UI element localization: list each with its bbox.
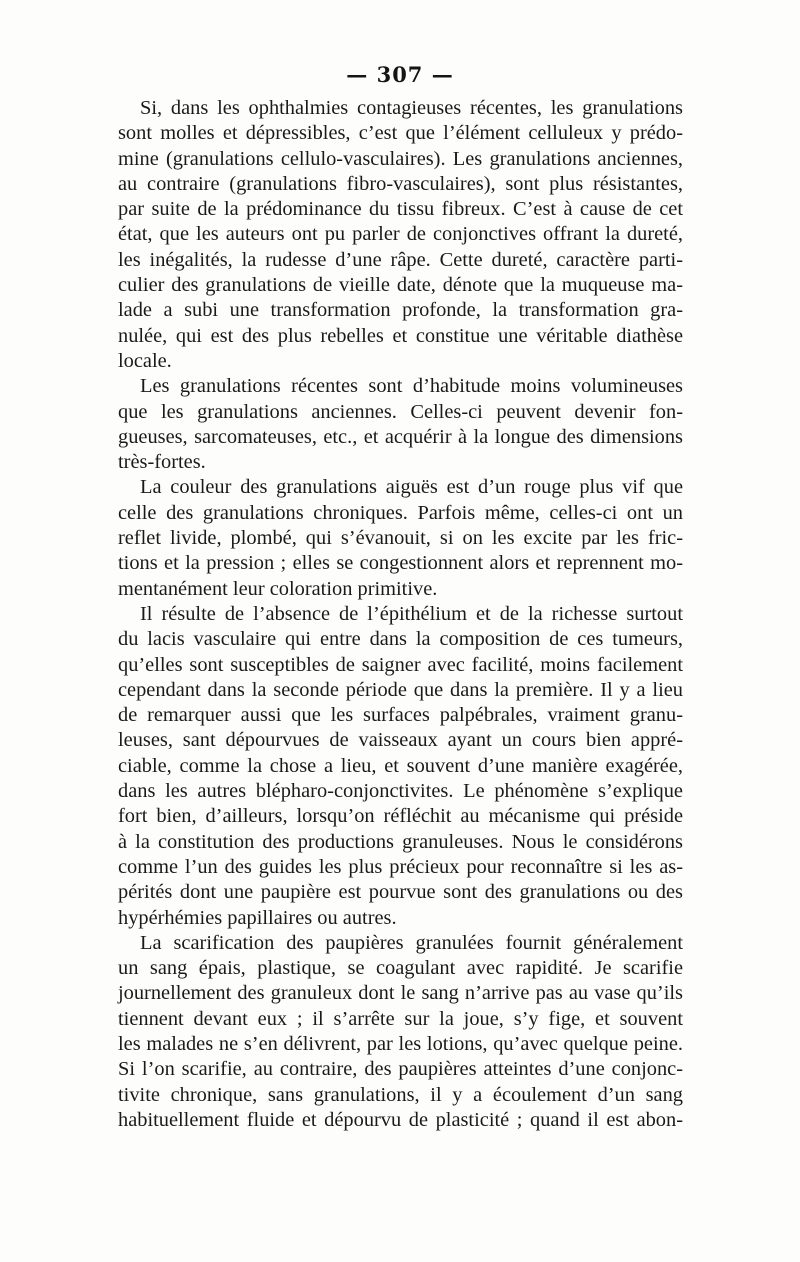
paragraph-1: [118, 96, 683, 374]
text-line: qu’elles sont susceptibles de saigner avec facilité, moins facilement: [118, 653, 683, 676]
paragraph-5: [118, 931, 683, 1133]
text-line: leuses, sant dépourvues de vaisseaux ayant un cours bien appré-: [118, 729, 683, 752]
paragraph-3: [118, 475, 683, 601]
text-line: très-fortes.: [118, 451, 206, 474]
body-text: [118, 96, 683, 1133]
text-line: La scarification des paupières granulées fournit généralement: [140, 931, 683, 954]
text-line: Si, dans les ophthalmies contagieuses récentes, les granulations: [140, 97, 683, 119]
text-line: mine (granulations cellulo-vasculaires). Les granulations anciennes,: [118, 147, 683, 170]
text-line: nulée, qui est des plus rebelles et constitue une véritable diathèse: [118, 324, 683, 347]
text-line: tiennent devant eux ; il s’arrête sur la joue, s’y fige, et souvent: [118, 1007, 683, 1030]
text-line: cependant dans la seconde période que dans la première. Il y a lieu: [118, 678, 683, 701]
text-line: pérités dont une paupière est pourvue sont des granulations ou des: [118, 881, 683, 904]
text-line: tions et la pression ; elles se congestionnent alors et reprennent mo-: [118, 552, 683, 575]
text-line: au contraire (granulations fibro-vasculaires), sont plus résistantes,: [118, 172, 683, 195]
text-line: par suite de la prédominance du tissu fibreux. C’est à cause de cet: [118, 198, 683, 221]
text-line: gueuses, sarcomateuses, etc., et acquérir à la longue des dimensions: [118, 425, 683, 448]
text-line: journellement des granuleux dont le sang n’arrive pas au vase qu’ils: [118, 982, 683, 1005]
text-line: La couleur des granulations aiguës est d’un rouge plus vif que: [140, 476, 683, 499]
text-line: Si l’on scarifie, au contraire, des paupières atteintes d’une conjonc-: [118, 1058, 683, 1081]
text-line: que les granulations anciennes. Celles-ci peuvent devenir fon-: [118, 400, 683, 423]
text-line: ciable, comme la chose a lieu, et souvent d’une manière exagérée,: [118, 754, 683, 777]
text-line: état, que les auteurs ont pu parler de conjonctives offrant la dureté,: [118, 223, 683, 246]
text-line: de remarquer aussi que les surfaces palpébrales, vraiment granu-: [118, 704, 683, 727]
text-line: à la constitution des productions granuleuses. Nous le considérons: [118, 830, 683, 853]
paragraph-4: [118, 602, 683, 931]
text-line: un sang épais, plastique, se coagulant avec rapidité. Je scarifie: [118, 957, 683, 980]
text-line: fort bien, d’ailleurs, lorsqu’on réfléchit au mécanisme qui préside: [118, 805, 683, 828]
text-line: celle des granulations chroniques. Parfois même, celles-ci ont un: [118, 501, 683, 524]
text-line: Il résulte de l’absence de l’épithélium et de la richesse surtout: [140, 602, 683, 625]
text-line: les inégalités, la rudesse d’une râpe. Cette dureté, caractère parti-: [118, 248, 683, 271]
text-line: Les granulations récentes sont d’habitude moins volumineuses: [140, 375, 683, 398]
paragraph-2: [118, 374, 683, 475]
text-line: dans les autres blépharo-conjonctivites. Le phénomène s’explique: [118, 780, 683, 803]
text-line: hypérhémies papillaires ou autres.: [118, 906, 397, 929]
text-line: culier des granulations de vieille date, dénote que la muqueuse ma-: [118, 274, 683, 297]
text-line: tivite chronique, sans granulations, il y a écoulement d’un sang: [118, 1083, 683, 1106]
text-line: sont molles et dépressibles, c’est que l’élément celluleux y prédo-: [118, 122, 683, 145]
page-number: — 307 —: [346, 62, 454, 87]
text-line: mentanément leur coloration primitive.: [118, 577, 438, 600]
text-line: du lacis vasculaire qui entre dans la composition de ces tumeurs,: [118, 628, 683, 651]
text-line: locale.: [118, 349, 172, 372]
text-line: habituellement fluide et dépourvu de plasticité ; quand il est abon-: [118, 1108, 683, 1131]
text-line: lade a subi une transformation profonde, la transformation gra-: [118, 299, 683, 322]
text-line: comme l’un des guides les plus précieux pour reconnaître si les as-: [118, 855, 683, 878]
text-line: les malades ne s’en délivrent, par les lotions, qu’avec quelque peine.: [118, 1032, 683, 1055]
text-line: reflet livide, plombé, qui s’évanouit, si on les excite par les fric-: [118, 527, 683, 550]
